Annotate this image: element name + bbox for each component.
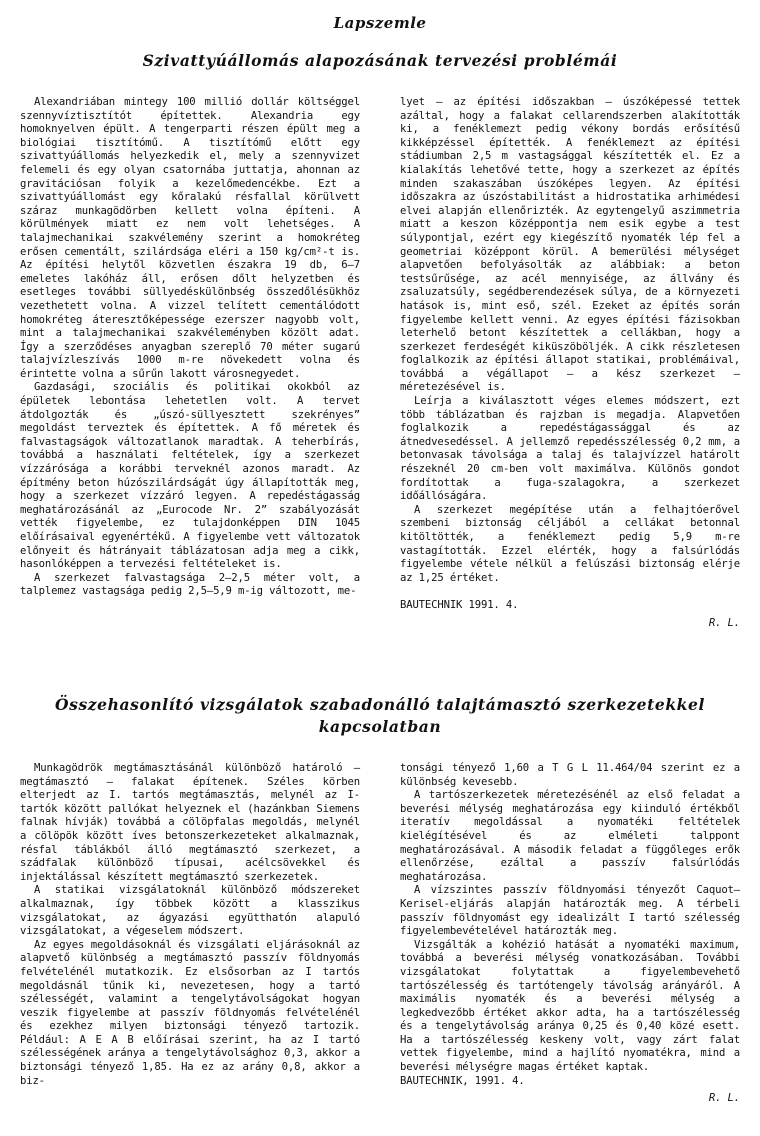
article1-paragraph: Gazdasági, szociális és politikai okokból az épületek lebontása lehetetlen volt. A tervet átdolgozták és „úszó-süllyesztett szekrényes” megoldást terveztek és építettek. A fő méretek és falvastagságok változatlanok maradtak. A teherbírás, továbbá a használati feltételek, így a szerkezet vízzárósága a korábbi terveknél azonos maradt. Az építmény beton húzószilárdságát úgy állapították meg, hogy a szerkezet vízzáró legyen. A repedéstágasság meghatározásánál az „Eurocode Nr. 2” szabályozását vették figyelembe, ez tulajdonképpen DIN 1045 előírásaival egyenértékű. A figyelembe vett változatok előnyeit és hátrányait táblázatosan adja meg a cikk, hasonlóképpen a tervezési feltételeket is. <box>20 381 360 571</box>
article1-signature: R. L. <box>708 616 740 629</box>
article1-paragraph: A szerkezet falvastagsága 2—2,5 méter volt, a talplemez vastagsága pedig 2,5—5,9 m-ig változott, me- <box>20 571 360 598</box>
article1-paragraph: Leírja a kiválasztott véges elemes módszert, ezt több táblázatban és rajzban is megadja. Alapvetően foglalkozik a repedéstágassággal és az átnedvesedéssel. A jellemző repedésszélesség 0,2 mm, a betonvasak távolsága a talaj és talajvízzel határolt részeknél 20 cm-ben volt maximálva. Különös gondot fordítottak a fuga-szalagokra, a szerkezet időállóságára. <box>400 395 740 503</box>
article2-paragraph: A tartószerkezetek méretezésénél az első feladat a beverési mélység meghatározása egy kiinduló értékből iteratív megoldással a nyomatéki feltételek kielégítésével és az elméleti talppont meghatározásával. A második feladat a függőleges erők ellenőrzése, ezáltal a passzív falsúrlódás meghatározása. <box>400 789 740 883</box>
article2-title-line: Összehasonlító vizsgálatok szabadonálló talajtámasztó szerkezetekkel <box>55 695 705 714</box>
article2-paragraph: Az egyes megoldásoknál és vizsgálati eljárásoknál az alapvető különbség a megtámasztó passzív földnyomás felvételénél mutatkozik. Ez elsősorban az I tartós megoldásnál tűnik ki, nevezetesen, hogy a tartó szélességét, valamint a tengelytávolságokat hogyan veszik figyelembe at passzív földnyomás felvételénél és ezekhez milyen biztonsági tényező tartozik. Például: A E A B előírásai szerint, ha az I tartó szélességének aránya a tengelytávolsághoz 0,3, akkor a biztonsági tényező 1,85. Ha ez az arány 0,8, akkor a biz- <box>20 938 360 1087</box>
article1-left-column <box>20 96 360 599</box>
article2-left-column <box>20 762 360 1088</box>
article2-paragraph: Munkagödrök megtámasztásánál különböző határoló — megtámasztó — falakat építenek. Széles körben elterjedt az I. tartós megtámasztás, melynél az I-tartók között pallókat helyeznek el (hazánkban Siemens falnak hívják) továbbá a cölöpfalas megoldás, melynél a cölöpök között íves betonszerkezeteket alkalmaznak, résfal táblákból álló megtámasztó szerkezet, a szádfalak különböző típusai, acélcsövekkel és injektálással készített megtámasztó szerkezetek. <box>20 762 360 883</box>
article2-source: BAUTECHNIK, 1991. 4. <box>400 1074 525 1087</box>
article1-paragraph: Alexandriában mintegy 100 millió dollár költséggel szennyvíztisztítót építettek. Alexandria egy homoknyelven épült. A tengerparti részen épült meg a biológiai tisztítómű. A tisztítómű előtt egy szivattyúállomás helyezkedik el, mely a szennyvizet felemeli és egy olyan csatornába juttatja, ahonnan az gravitációsan folyik a kezelőmedencékbe. Ezt a szivattyúállomást egy kőralakú résfallal körülvett száraz munkagödörben kellett volna építeni. A körülmények miatt ez nem volt lehetséges. A talajmechanikai szakvélemény szerint a homokréteg erősen cementált, szilárdsága eléri a 150 kg/cm²-t is. Az építési helytől közvetlen északra 19 db, 6—7 emeletes lakóház áll, erősen dőlt helyzetben és esetleges további süllyedéskülönbség összedőlésükhöz vezethetett volna. A vizzel telített cementálódott homokréteg áteresztőképessége ezerszer nagyobb volt, mint a talajmechanikai szakvéleményben közölt adat. Így a szerződéses anyagban szereplő 70 méter sugarú talajvízleszívás 1000 m-re növekedett volna és érintette volna a sűrűn lakott városnegyedet. <box>20 96 360 380</box>
section-label: Lapszemle <box>333 14 427 32</box>
article2-right-column <box>400 762 740 1106</box>
article2-paragraph: tonsági tényező 1,60 a T G L 11.464/04 szerint ez a különbség kevesebb. <box>400 762 740 788</box>
article2-signature: R. L. <box>708 1092 740 1105</box>
article2-paragraph: A vízszintes passzív földnyomási tényezőt Caquot—Kerisel-eljárás alapján határozták meg. A térbeli passzív földnyomást egy idealizált I tartó szélesség figyelembevételével határozták meg. <box>400 884 740 938</box>
article2-paragraph: A statikai vizsgálatoknál különböző módszereket alkalmaznak, így többek között a klasszikus vizsgálatokat, az ágyazási együtthatón alapuló vizsgálatokat, a végeselem módszert. <box>20 884 360 938</box>
article1-paragraph: lyet — az építési időszakban — úszóképessé tettek azáltal, hogy a falakat cellarendszerben alakították ki, a fenéklemezt pedig vékony bordás erősítésű kikképzéssel építették. A fenéklemezt az építési stádiumban 2,5 m vastagsággal készítették el. Ez a kialakítás lehetővé tette, hogy a szerkezet az építés minden szakaszában úszóképes legyen. Az építési időszakra az úszóstabilitást a hidrostatika arhimédesi elvei alapján ellenőrizték. Az egytengelyű aszimmetria miatt a keszon középpontja nem esik egybe a test súlypontjal, ezért egy kiegészítő nyomaték lép fel a geometriai középpont körül. A bemerülési mélységet alapvetően befolyásolták az alábbiak: a beton testsűrűsége, az acél mennyisége, az állvány és zsaluzatsúly, segédberendezések súlya, de a környezeti hatások is, mint eső, szél. Ezeket az építés során figyelembe kellett venni. Az egyes építési fázisokban leterhelő betont készítettek a cellákban, hogy a szerkezet ferdeségét kiküszöböljék. A cikk részletesen foglalkozik az építési állapot statikai, problémáival, továbbá a végállapot — a kész szerkezet — méretezésével is. <box>400 96 740 394</box>
article2-title <box>20 694 740 738</box>
article1-source: BAUTECHNIK 1991. 4. <box>400 599 519 612</box>
article1-right-column <box>400 96 740 631</box>
article2-paragraph: Vizsgálták a kohézió hatását a nyomatéki maximum, továbbá a beverési mélység vonatkozásában. További vizsgálatokat folytattak a figyelembevehető tartószélesség és tartótengely távolság arányáról. A maximális nyomaték és a beverési mélység a legkedvezőbb értéket akkor adta, ha a tartószélesség és a tengelytávolság aránya 0,25 és 0,40 közé esett. Ha a tartószélesség keskeny volt, vagy zárt falat vettek figyelembe, mind a hajlító nyomatékra, mind a beverési mélységre magas értéket kaptak. <box>400 938 740 1074</box>
article1-paragraph: A szerkezet megépítése után a felhajtóerővel szembeni biztonság céljából a cellákat betonnal kitöltötték, a fenéklemezt pedig 5,9 m-re vastagították. Ezzel elérték, hogy a falsúrlódás figyelembe vétele nélkül a felúszási biztonság elérje az 1,25 értéket. <box>400 503 740 584</box>
article1-title: Szivattyúállomás alapozásának tervezési problémái <box>142 51 618 70</box>
article2-title-line: kapcsolatban <box>318 717 442 736</box>
